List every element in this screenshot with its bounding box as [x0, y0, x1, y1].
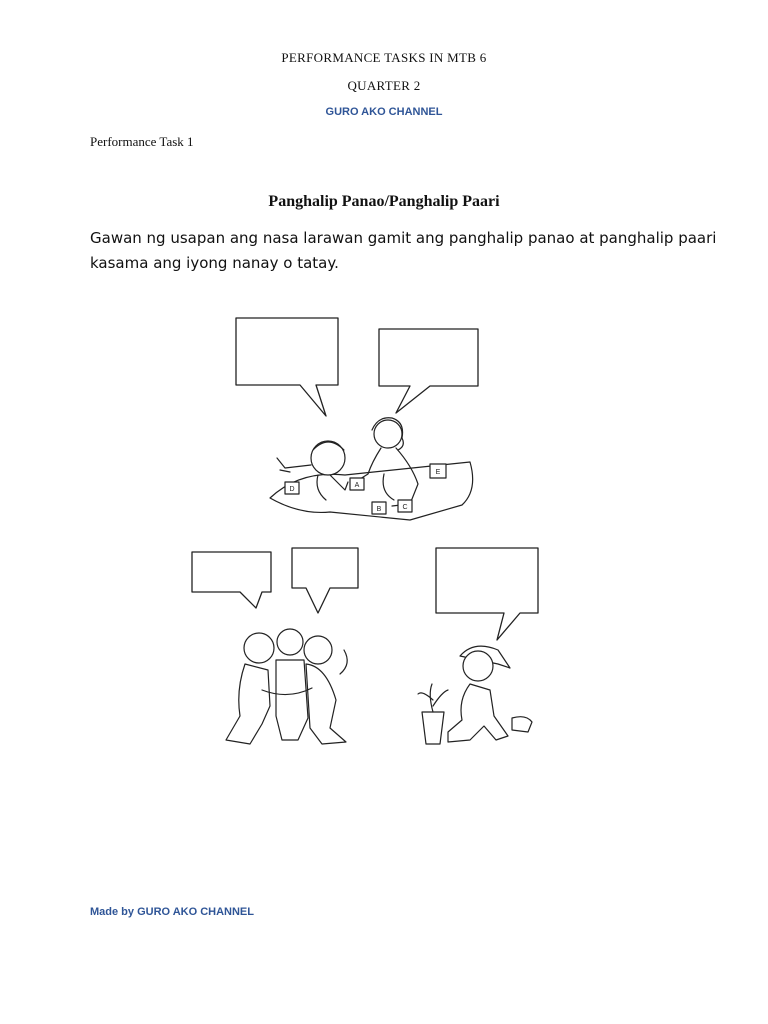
- family-hug-illustration: [226, 629, 347, 744]
- speech-bubble-5[interactable]: [436, 548, 538, 640]
- speech-bubble-4[interactable]: [292, 548, 358, 613]
- block-letter: A: [354, 482, 360, 489]
- speech-bubble-1[interactable]: [236, 318, 338, 416]
- topic-title: Panghalip Panao/Panghalip Paari: [268, 193, 500, 210]
- task-label: Performance Task 1: [90, 134, 194, 149]
- block-letter: C: [402, 504, 408, 511]
- footer-credit: Made by GURO AKO CHANNEL: [90, 906, 254, 918]
- channel-name: GURO AKO CHANNEL: [325, 106, 443, 118]
- children-playing-blocks-illustration: [270, 418, 473, 520]
- quarter-label: QUARTER 2: [347, 78, 421, 93]
- block-letter: B: [376, 506, 382, 513]
- boy-planting-illustration: [418, 646, 532, 744]
- block-letter: E: [435, 469, 441, 476]
- block-letter: D: [289, 486, 295, 493]
- instruction-text: Gawan ng usapan ang nasa larawan gamit ang panghalip panao at panghalip paari kasama ang iyong nanay o tatay.: [90, 229, 717, 272]
- speech-bubble-2[interactable]: [379, 329, 478, 413]
- worksheet-title: PERFORMANCE TASKS IN MTB 6: [281, 50, 487, 65]
- speech-bubble-3[interactable]: [192, 552, 271, 608]
